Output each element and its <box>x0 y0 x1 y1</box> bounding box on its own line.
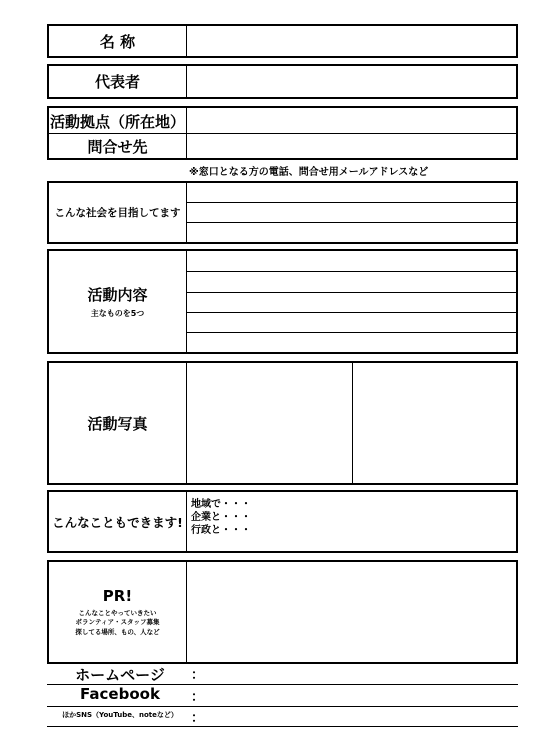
can-do-line: 地域で・・・ <box>191 499 251 510</box>
can-do-line: 企業と・・・ <box>191 512 251 523</box>
divider <box>187 312 516 313</box>
aim-row <box>47 181 518 244</box>
contact-field[interactable] <box>187 135 516 158</box>
divider <box>187 271 516 272</box>
pr-sub-line: 探してる場所、もの、人など <box>75 627 160 636</box>
divider <box>187 222 516 223</box>
other-sns-label: ほかSNS（YouTube、noteなど） <box>62 711 178 719</box>
colon: ： <box>191 690 205 705</box>
colon: ： <box>191 711 205 726</box>
base-label: 活動拠点（所在地） <box>49 108 187 134</box>
pr-sub-line: ボランティア・スタッフ募集 <box>75 618 160 627</box>
name-row <box>47 24 518 58</box>
activity-row <box>47 249 518 354</box>
divider <box>187 332 516 333</box>
facebook-label: Facebook <box>80 685 160 703</box>
representative-field[interactable] <box>187 66 516 97</box>
name-field[interactable] <box>187 26 516 56</box>
colon: ： <box>191 668 205 683</box>
photos-row <box>47 361 518 485</box>
base-contact-block <box>47 106 518 160</box>
pr-field[interactable] <box>187 562 516 662</box>
activity-sub-label: 主なものを5つ <box>90 309 145 318</box>
divider <box>187 292 516 293</box>
activity-label-block <box>49 251 187 352</box>
divider <box>187 202 516 203</box>
pr-label-block <box>49 562 187 662</box>
name-label: 名 称 <box>49 26 187 56</box>
pr-sub-label <box>75 609 159 638</box>
contact-label: 問合せ先 <box>49 134 187 158</box>
activity-label: 活動内容 <box>87 286 148 304</box>
activity-field[interactable] <box>187 251 516 352</box>
pr-label: PR! <box>102 586 133 605</box>
homepage-row <box>47 662 518 685</box>
aim-field[interactable] <box>187 183 516 242</box>
photos-label: 活動写真 <box>49 363 187 483</box>
pr-row <box>47 560 518 664</box>
divider <box>49 133 516 134</box>
homepage-label: ホームページ <box>75 666 165 684</box>
can-do-lines <box>191 498 251 537</box>
contact-note: ※窓口となる方の電話、問合せ用メールアドレスなど <box>189 167 429 178</box>
photos-field[interactable] <box>187 363 516 483</box>
representative-label: 代表者 <box>49 66 187 97</box>
photo-divider <box>352 363 353 483</box>
base-field[interactable] <box>187 108 516 133</box>
pr-sub-line: こんなことやっていきたい <box>78 608 157 617</box>
aim-label: こんな社会を目指してます <box>49 183 187 242</box>
can-do-label: こんなこともできます! <box>49 492 187 551</box>
can-do-row <box>47 490 518 553</box>
other-sns-row <box>47 706 518 727</box>
facebook-row <box>47 684 518 707</box>
representative-row <box>47 64 518 99</box>
can-do-line: 行政と・・・ <box>191 525 251 536</box>
